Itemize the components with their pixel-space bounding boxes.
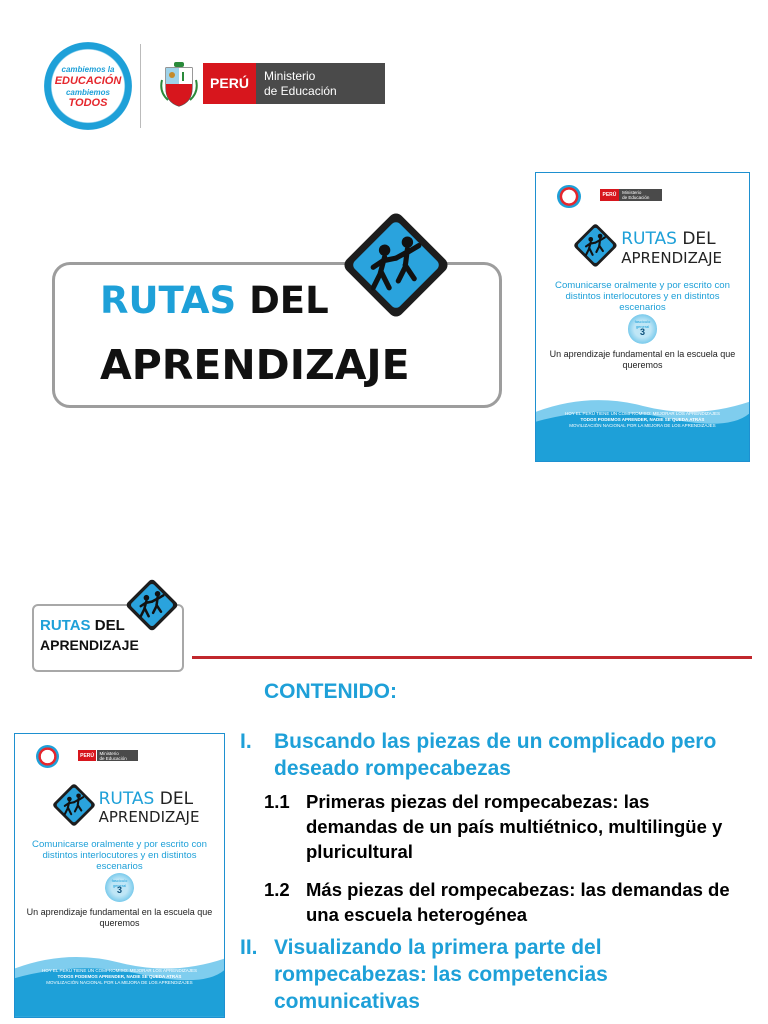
header-divider — [140, 44, 141, 128]
cover-badge-number: 3 — [116, 884, 122, 895]
small-title-line1 — [40, 618, 125, 633]
cover-rutas: RUTAS — [98, 788, 155, 809]
cover-title-line1 — [621, 228, 716, 249]
cover-ministry-line1: Ministerio — [622, 189, 642, 195]
cover-ministry-line2: de Educación — [99, 755, 127, 761]
cover-aprendizaje: APRENDIZAJE — [621, 248, 723, 267]
ministry-line1: Ministerio — [264, 69, 316, 83]
cover-rutas: RUTAS — [621, 228, 677, 249]
cover-footer-line1: HOY EL PERÚ TIENE UN COMPROMISO: MEJORAR LOS APRENDIZAJES — [565, 411, 720, 417]
cover-country-label: PERÚ — [80, 752, 95, 759]
toc-item-1-2 — [264, 877, 759, 929]
toc-item-2-number: II. — [240, 936, 258, 959]
ministry-label — [256, 63, 385, 104]
cover-badge — [628, 314, 658, 344]
toc-item-2 — [240, 934, 760, 1020]
toc-item-1-1-text: Primeras piezas del rompecabezas: las demandas de un país multiétnico, multilingüe y pluricultural — [306, 791, 723, 862]
cover-footer-line1: HOY EL PERÚ TIENE UN COMPROMISO: MEJORAR LOS APRENDIZAJES — [42, 967, 197, 973]
toc-item-1 — [240, 728, 760, 784]
cover-badge-label: fascículo general — [634, 319, 651, 330]
campaign-logo — [44, 42, 132, 130]
toc-item-1-number: I. — [240, 730, 252, 753]
cover-ministry-bar — [619, 189, 662, 201]
cover-ministry-bar — [97, 750, 139, 762]
campaign-logo-line2: EDUCACIÓN — [54, 75, 122, 87]
small-title-del: DEL — [94, 617, 125, 634]
cover-ministry-line2: de Educación — [622, 194, 650, 200]
children-crossing-sign-icon — [124, 577, 180, 633]
ministry-line2: de Educación — [264, 84, 337, 98]
campaign-logo-line3: cambiemos — [65, 88, 111, 97]
peru-coat-of-arms-icon — [160, 62, 198, 108]
booklet-cover — [535, 172, 750, 462]
cover-del: DEL — [159, 788, 194, 809]
cover-footer — [549, 411, 736, 429]
cover-aprendizaje: APRENDIZAJE — [98, 808, 200, 827]
toc-item-1-2-text: Más piezas del rompecabezas: las demandas de una escuela heterogénea — [306, 879, 730, 925]
cover-country-label: PERÚ — [602, 191, 617, 198]
toc-item-1-1-number: 1.1 — [264, 791, 290, 812]
cover-footer — [28, 968, 212, 986]
booklet-cover — [14, 733, 225, 1018]
section-divider — [192, 656, 752, 659]
contents-heading: CONTENIDO: — [264, 680, 397, 703]
cover-badge — [105, 873, 134, 902]
campaign-logo-line4: TODOS — [68, 97, 108, 109]
cover-footer-line2: TODOS PODEMOS APRENDER, NADIE SE QUEDA ATRÁS — [580, 417, 705, 423]
toc-item-1-2-number: 1.2 — [264, 879, 290, 900]
campaign-logo-line1: cambiemos la — [61, 65, 115, 74]
cover-tagline: Un aprendizaje fundamental en la escuela que queremos — [549, 348, 736, 370]
cover-badge-label: fascículo general — [111, 877, 128, 888]
title-del: DEL — [249, 279, 329, 322]
cover-ministry-line1: Ministerio — [99, 750, 119, 756]
children-crossing-sign-icon — [51, 782, 97, 828]
title-line1 — [100, 279, 329, 322]
toc-item-1-text: Buscando las piezas de un complicado pero deseado rompecabezas — [274, 730, 717, 780]
cover-footer-line3: MOVILIZACIÓN NACIONAL POR LA MEJORA DE LOS APRENDIZAJES — [569, 423, 716, 429]
small-title-rutas: RUTAS — [40, 617, 91, 634]
cover-subtitle: Comunicarse oralmente y por escrito con distintos interlocutores y en distintos escenarios — [555, 279, 730, 313]
cover-campaign-logo — [557, 185, 580, 208]
cover-campaign-logo — [36, 745, 59, 768]
cover-subtitle: Comunicarse oralmente y por escrito con distintos interlocutores y en distintos escenarios — [32, 838, 207, 872]
cover-footer-line2: TODOS PODEMOS APRENDER, NADIE SE QUEDA ATRÁS — [57, 973, 182, 979]
small-title-aprendizaje: APRENDIZAJE — [40, 637, 139, 653]
title-aprendizaje: APRENDIZAJE — [100, 341, 410, 389]
toc-item-2-text: Visualizando la primera parte del rompecabezas: las competencias comunicativas — [274, 936, 608, 1013]
children-crossing-sign-icon — [339, 208, 453, 322]
title-rutas: RUTAS — [100, 279, 237, 322]
cover-footer-line3: MOVILIZACIÓN NACIONAL POR LA MEJORA DE LOS APRENDIZAJES — [46, 979, 193, 985]
cover-title-line1 — [98, 788, 194, 809]
children-crossing-sign-icon — [572, 222, 619, 269]
cover-badge-number: 3 — [639, 326, 645, 337]
cover-del: DEL — [682, 228, 716, 249]
country-label: PERÚ — [203, 63, 256, 104]
toc-item-1-1 — [264, 789, 759, 867]
cover-tagline: Un aprendizaje fundamental en la escuela que queremos — [26, 906, 213, 928]
